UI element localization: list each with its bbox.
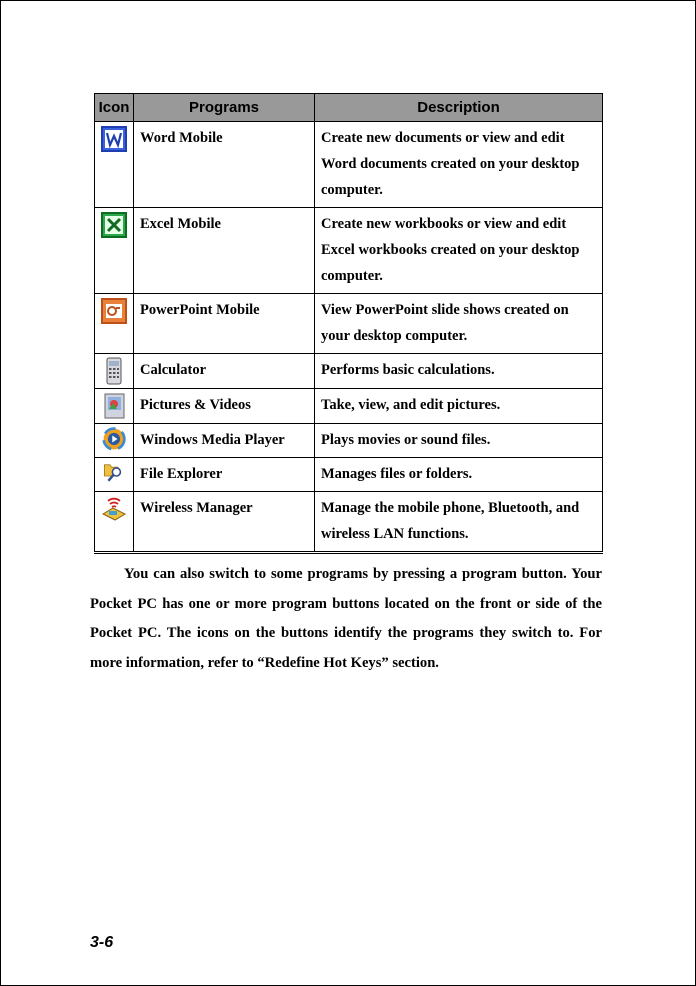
header-programs: Programs bbox=[134, 94, 315, 122]
program-name: PowerPoint Mobile bbox=[134, 294, 315, 354]
table-row bbox=[95, 354, 603, 389]
pictures-videos-icon bbox=[99, 391, 129, 421]
excel-mobile-icon bbox=[99, 210, 129, 240]
file-explorer-icon bbox=[99, 460, 129, 484]
program-description: Manage the mobile phone, Bluetooth, and wireless LAN functions. bbox=[315, 492, 603, 553]
word-mobile-icon bbox=[99, 124, 129, 154]
program-description: View PowerPoint slide shows created on your desktop computer. bbox=[315, 294, 603, 354]
windows-media-player-icon bbox=[99, 426, 129, 452]
table-row bbox=[95, 458, 603, 492]
program-name: Pictures & Videos bbox=[134, 389, 315, 424]
program-description: Manages files or folders. bbox=[315, 458, 603, 492]
table-row bbox=[95, 122, 603, 208]
programs-table bbox=[94, 93, 603, 554]
program-description: Performs basic calculations. bbox=[315, 354, 603, 389]
header-description: Description bbox=[315, 94, 603, 122]
program-name: File Explorer bbox=[134, 458, 315, 492]
program-description: Create new workbooks or view and edit Excel workbooks created on your desktop computer. bbox=[315, 208, 603, 294]
page-number: 3-6 bbox=[90, 934, 114, 951]
program-description: Create new documents or view and edit Word documents created on your desktop computer. bbox=[315, 122, 603, 208]
program-name: Wireless Manager bbox=[134, 492, 315, 553]
program-description: Plays movies or sound files. bbox=[315, 424, 603, 458]
powerpoint-mobile-icon bbox=[99, 296, 129, 326]
table-row bbox=[95, 424, 603, 458]
calculator-icon bbox=[99, 356, 129, 386]
table-row bbox=[95, 208, 603, 294]
table-row bbox=[95, 294, 603, 354]
program-name: Excel Mobile bbox=[134, 208, 315, 294]
program-name: Word Mobile bbox=[134, 122, 315, 208]
header-icon: Icon bbox=[95, 94, 134, 122]
program-name: Windows Media Player bbox=[134, 424, 315, 458]
wireless-manager-icon bbox=[99, 494, 129, 524]
program-description: Take, view, and edit pictures. bbox=[315, 389, 603, 424]
table-row bbox=[95, 492, 603, 553]
body-paragraph: You can also switch to some programs by pressing a program button. Your Pocket PC has one or more program buttons located on the front or side of the Pocket PC. The icons on the buttons identify the programs they switch to. For more information, refer to “Redefine Hot Keys” section. bbox=[90, 566, 602, 671]
program-name: Calculator bbox=[134, 354, 315, 389]
table-row bbox=[95, 389, 603, 424]
table-header-row bbox=[95, 94, 603, 122]
